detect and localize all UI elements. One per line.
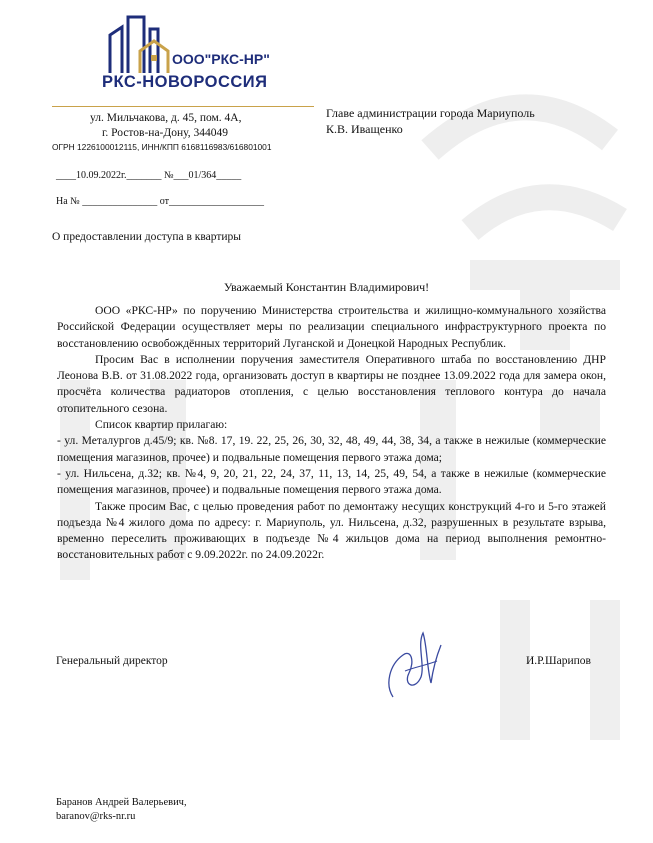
letter-body: [57, 303, 606, 564]
header-divider: [52, 106, 314, 107]
recipient-line2: К.В. Иващенко: [326, 122, 403, 136]
signatory-position: Генеральный директор: [56, 655, 168, 667]
contact-email: baranov@rks-nr.ru: [56, 811, 136, 822]
sender-address-line1: ул. Мильчакова, д. 45, пом. 4А,: [90, 112, 242, 124]
paragraph-6: Также просим Вас, с целью проведения работ по демонтажу несущих конструкций 4-го и 5-го этажей подъезда №4 жилого дома по адресу: г. Мариуполь, ул. Нильсена, д.32, разрушенных в результате взрыва, временно переселить проживающих в подъезде №4 жильцов дома на период выполнения ремонтно-восстановительных работ с 9.09.2022г. по 24.09.2022г.: [57, 499, 606, 562]
handwritten-signature: [375, 625, 455, 705]
letter-subject: О предоставлении доступа в квартиры: [52, 231, 242, 243]
document-date-number: ____10.09.2022г._______ №___01/364_____: [56, 170, 242, 181]
paragraph-5: - ул. Нильсена, д.32; кв. №4, 9, 20, 21, 22, 24, 37, 11, 13, 14, 25, 49, 54, а также в нежилые (коммерческие помещения магазинов, прочее) и подвальные помещения первого этажа дома.: [57, 466, 606, 497]
paragraph-2: Просим Вас в исполнении поручения заместителя Оперативного штаба по восстановлению ДНР Леонова В.В. от 31.08.2022 года, организовать доступ в квартиры не позднее 13.09.2022 года для замера окон, просчёта количества радиаторов отопления, с целью восстановления теплового контура до начала отопительного сезона.: [57, 352, 606, 415]
salutation: Уважаемый Константин Владимирович!: [223, 280, 430, 294]
company-logo: [100, 15, 290, 101]
sender-registration: ОГРН 1226100012115, ИНН/КПП 6168116983/616801001: [52, 142, 272, 152]
sender-address-line2: г. Ростов-на-Дону, 344049: [102, 127, 228, 139]
logo-full-name: РКС-НОВОРОССИЯ: [102, 73, 268, 91]
recipient-line1: Главе администрации города Мариуполь: [326, 106, 535, 120]
signatory-name: И.Р.Шарипов: [526, 655, 591, 667]
document-reference: На № _______________ от___________________: [56, 196, 264, 207]
paragraph-3: Список квартир прилагаю:: [95, 418, 228, 432]
logo-short-name: ООО"РКС-НР": [172, 51, 270, 67]
paragraph-4: - ул. Металургов д.45/9; кв. №8. 17, 19. 22, 25, 26, 30, 32, 48, 49, 44, 38, 34, а также в нежилые (коммерческие помещения магазинов, прочее) и подвальные помещения первого этажа дома;: [57, 434, 606, 464]
paragraph-1: ООО «РКС-НР» по поручению Министерства строительства и жилищно-коммунального хозяйства Российской Федерации осуществляет меры по реализации специального инфраструктурного проекта по восстановлению освобождённых территорий Луганской и Донецкой Народных Республик.: [57, 304, 606, 350]
contact-name: Баранов Андрей Валерьевич,: [56, 797, 187, 808]
